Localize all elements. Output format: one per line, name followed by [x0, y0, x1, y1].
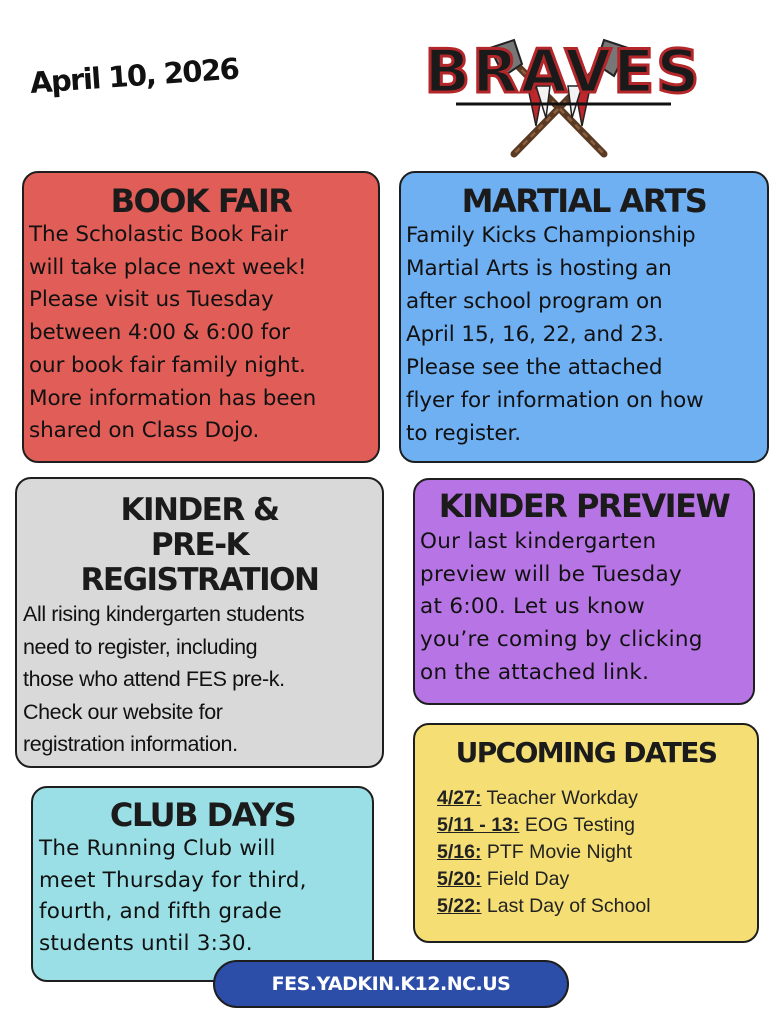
flyer-date: April 10, 2026	[28, 51, 240, 100]
club-days-card	[31, 786, 374, 982]
website-text: FES.YADKIN.K12.NC.US	[271, 973, 511, 995]
club-days-title: CLUB DAYS	[109, 796, 296, 834]
kinder-registration-card	[15, 477, 384, 768]
date-item: 4/27: Teacher Workday	[437, 787, 638, 809]
martial-arts-card	[399, 171, 769, 463]
book-fair-text: The Scholastic Book Fair will take place next week! Please visit us Tuesday between 4:00 & 6:00 for our book fair family night. More information has been shared on Class Dojo.	[29, 222, 317, 444]
upcoming-dates-list	[437, 785, 757, 920]
braves-logo	[386, 18, 740, 160]
date-item: 5/20: Field Day	[437, 868, 570, 890]
upcoming-dates-card	[413, 723, 759, 943]
kinder-preview-title: KINDER PREVIEW	[438, 487, 730, 525]
martial-arts-text: Family Kicks Championship Martial Arts is hosting an after school program on April 15, 16, 22, and 23. Please see the attached flyer for information on how to register.	[406, 223, 704, 446]
kinder-registration-text: All rising kindergarten students need to register, including those who attend FES pre-k. Check our website for registration information.	[23, 602, 305, 757]
club-days-text: The Running Club will meet Thursday for third, fourth, and fifth grade students until 3:30.	[39, 836, 307, 956]
date-item: 5/22: Last Day of School	[437, 895, 651, 917]
kinder-preview-card	[413, 478, 755, 705]
kinder-registration-title: KINDER & PRE-K REGISTRATION	[80, 492, 319, 598]
book-fair-card	[22, 171, 380, 463]
upcoming-dates-title: UPCOMING DATES	[455, 736, 717, 769]
logo-text: BRAVES	[424, 37, 702, 107]
date-item: 5/16: PTF Movie Night	[437, 841, 633, 863]
date-item: 5/11 - 13: EOG Testing	[437, 814, 636, 836]
website-link[interactable]	[213, 960, 569, 1008]
book-fair-title: BOOK FAIR	[110, 182, 292, 220]
kinder-preview-text: Our last kindergarten preview will be Tuesday at 6:00. Let us know you’re coming by clicking on the attached link.	[420, 529, 703, 685]
martial-arts-title: MARTIAL ARTS	[461, 182, 707, 220]
